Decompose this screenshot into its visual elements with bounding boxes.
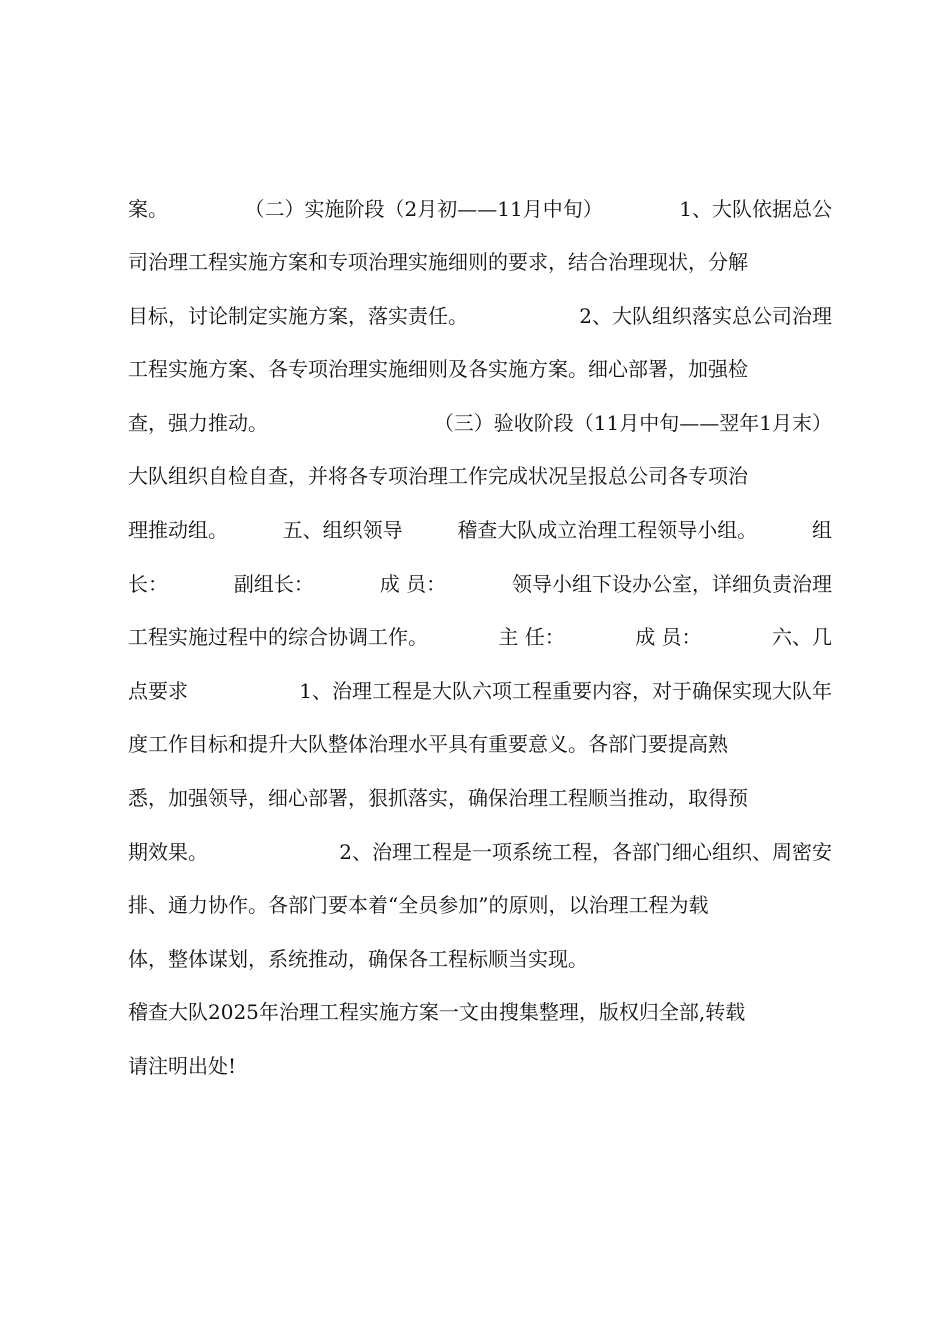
text-line-3: [128, 297, 832, 331]
text-line-9: [128, 619, 832, 653]
text-segment: 五、组织领导: [282, 518, 403, 543]
text-line-6: [128, 458, 832, 492]
text-line-12: [128, 780, 832, 814]
text-segment: 查，强力推动。: [128, 410, 268, 435]
text-segment: 副组长：: [233, 571, 314, 596]
text-line-5: [128, 404, 832, 438]
text-segment: 稽查大队成立治理工程领导小组。: [457, 518, 758, 543]
text-segment: 领导小组下设办公室，详细负责治理: [511, 571, 832, 596]
text-segment: 司治理工程实施方案和专项治理实施细则的要求，结合治理现状，分解: [128, 250, 748, 275]
text-segment: 点要求: [128, 678, 188, 703]
text-segment: 长：: [128, 571, 168, 596]
text-segment: 体，整体谋划，系统推动，确保各工程标顺当实现。: [128, 946, 588, 971]
text-line-17: [128, 1048, 832, 1082]
text-line-13: [128, 833, 832, 867]
text-segment: 大队组织自检自查，并将各专项治理工作完成状况呈报总公司各专项治: [128, 464, 748, 489]
text-line-10: [128, 672, 832, 706]
text-segment: 六、几: [771, 625, 832, 650]
text-line-14: [128, 887, 832, 921]
text-segment: 目标，讨论制定实施方案，落实责任。: [128, 303, 468, 328]
text-segment: 工程实施过程中的综合协调工作。: [128, 625, 428, 650]
text-segment: 稽查大队2025年治理工程实施方案一文由搜集整理，版权归全部,转载: [128, 1000, 746, 1025]
text-segment: 悉，加强领导，细心部署，狠抓落实，确保治理工程顺当推动，取得预: [128, 786, 748, 811]
text-segment: 理推动组。: [128, 518, 228, 543]
text-segment: 工程实施方案、各专项治理实施细则及各实施方案。细心部署，加强检: [128, 357, 748, 382]
text-line-16: [128, 994, 832, 1028]
text-line-4: [128, 351, 832, 385]
text-segment: 案。: [128, 196, 168, 221]
text-segment: 度工作目标和提升大队整体治理水平具有重要意义。各部门要提高熟: [128, 732, 728, 757]
text-line-15: [128, 940, 832, 974]
text-line-2: [128, 244, 832, 278]
text-segment: 排、通力协作。各部门要本着“全员参加”的原则，以治理工程为载: [128, 893, 709, 918]
text-segment: 2、大队组织落实总公司治理: [579, 303, 832, 328]
text-segment: 期效果。: [128, 839, 208, 864]
text-segment: 1、治理工程是大队六项工程重要内容，对于确保实现大队年: [299, 678, 832, 703]
text-segment: 请注明出处!: [128, 1054, 237, 1078]
text-line-8: [128, 565, 832, 599]
text-segment: 成 员：: [379, 571, 447, 596]
text-line-1: [128, 190, 832, 224]
text-segment: 1、大队依据总公: [679, 196, 832, 221]
text-line-7: [128, 512, 832, 546]
document-body: [128, 190, 832, 1101]
text-segment: 组: [811, 518, 832, 543]
text-segment: （二）实施阶段（2月初——11月中旬）: [244, 196, 603, 221]
text-segment: 2、治理工程是一项系统工程，各部门细心组织、周密安: [339, 839, 832, 864]
text-line-11: [128, 726, 832, 760]
text-segment: 主 任：: [498, 625, 565, 650]
text-segment: （三）验收阶段（11月中旬——翌年1月末）: [433, 410, 832, 435]
text-segment: 成 员：: [635, 625, 702, 650]
